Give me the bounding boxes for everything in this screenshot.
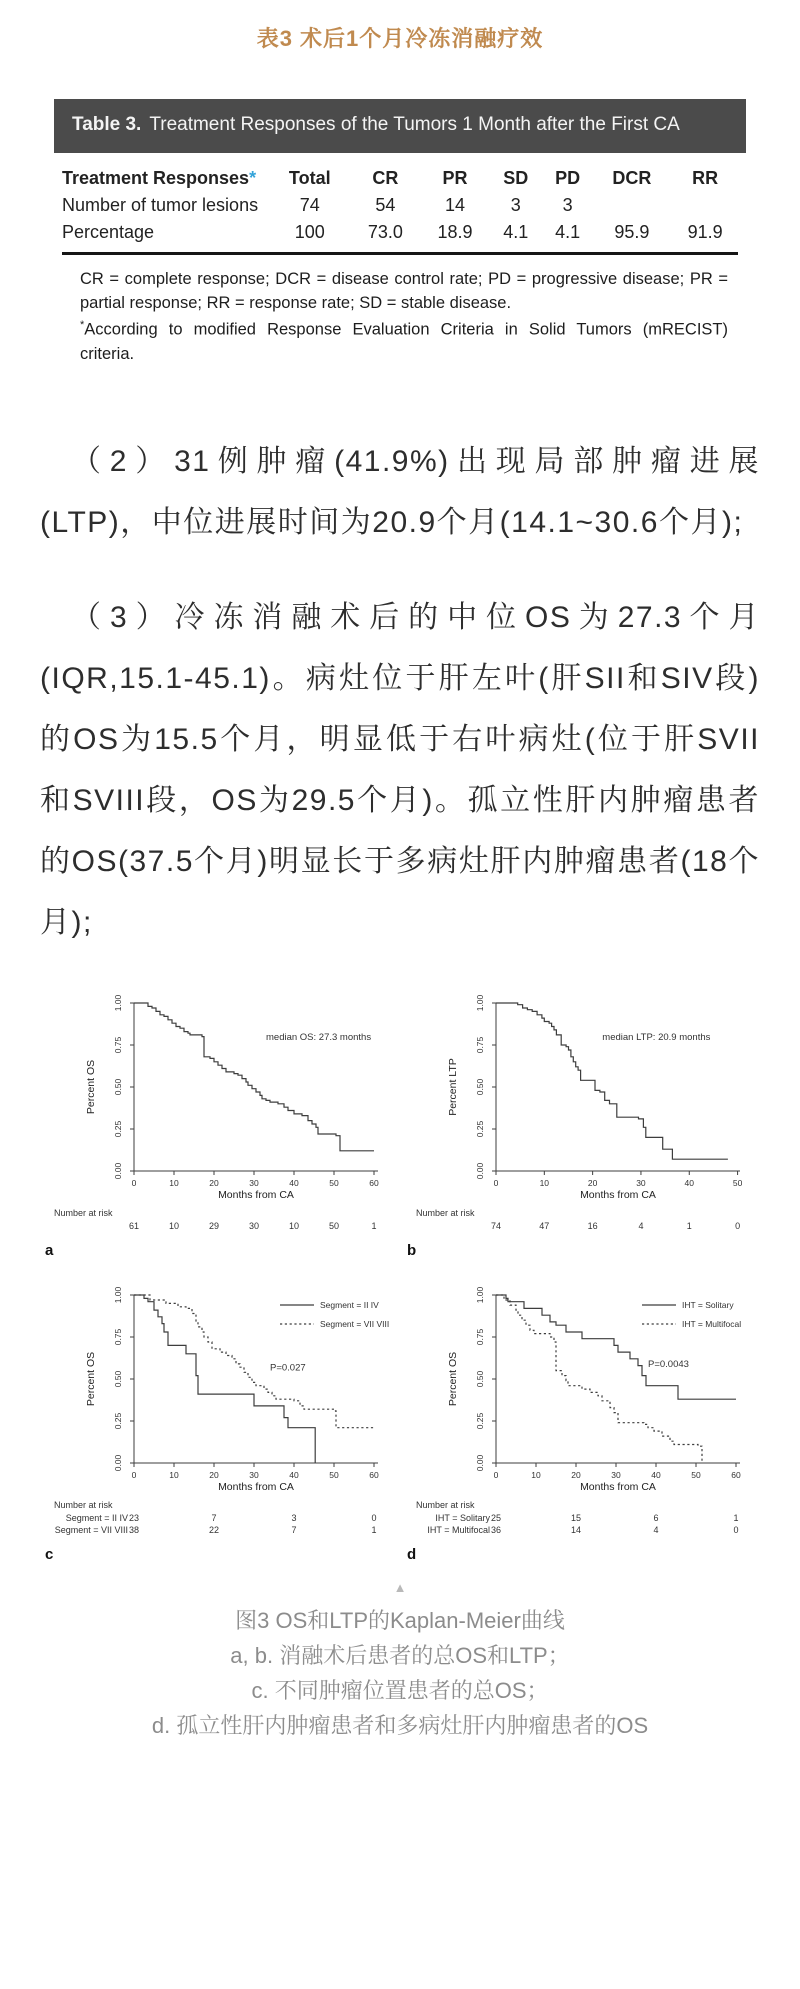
cell: 18.9 (437, 221, 473, 242)
svg-text:7: 7 (211, 1512, 217, 1523)
svg-text:16: 16 (587, 1220, 598, 1231)
svg-text:40: 40 (684, 1177, 695, 1188)
svg-text:1: 1 (371, 1220, 377, 1231)
svg-text:Months from CA: Months from CA (218, 1188, 294, 1201)
svg-text:50: 50 (329, 1177, 339, 1188)
table-body (54, 153, 746, 255)
svg-text:0.50: 0.50 (113, 1078, 123, 1095)
column-header-total: Total (288, 167, 331, 188)
svg-text:IHT = Multifocal: IHT = Multifocal (427, 1524, 490, 1535)
svg-text:0.00: 0.00 (113, 1454, 123, 1471)
svg-text:0.75: 0.75 (475, 1036, 485, 1053)
svg-text:0.50: 0.50 (475, 1078, 485, 1095)
svg-text:0: 0 (131, 1177, 137, 1188)
svg-text:23: 23 (128, 1512, 140, 1523)
svg-text:P=0.027: P=0.027 (270, 1362, 306, 1374)
article-page (0, 22, 800, 1773)
svg-text:50: 50 (732, 1177, 743, 1188)
svg-text:Months from CA: Months from CA (580, 1480, 656, 1493)
svg-text:IHT = Solitary: IHT = Solitary (682, 1299, 734, 1310)
svg-text:50: 50 (691, 1469, 701, 1480)
svg-text:20: 20 (571, 1469, 581, 1480)
table-header-bar (54, 99, 746, 153)
caption-line: a, b. 消融术后患者的总OS和LTP； (230, 1642, 570, 1668)
svg-text:Percent OS: Percent OS (85, 1059, 97, 1114)
km-panel-b (400, 987, 762, 1279)
footnote-criteria: *According to modified Response Evaluation Criteria in Solid Tumors (mRECIST) criteria. (80, 319, 728, 364)
svg-text:Months from CA: Months from CA (580, 1188, 656, 1201)
svg-text:c: c (45, 1545, 54, 1563)
caption-line: 图3 OS和LTP的Kaplan-Meier曲线 (235, 1607, 565, 1633)
svg-text:0.75: 0.75 (113, 1328, 123, 1345)
table-footnotes (54, 255, 746, 375)
table-header-row (60, 165, 740, 192)
svg-text:10: 10 (169, 1469, 179, 1480)
svg-text:36: 36 (490, 1524, 502, 1535)
svg-text:60: 60 (731, 1469, 741, 1480)
svg-text:38: 38 (128, 1524, 140, 1535)
treatment-responses-table (60, 165, 740, 246)
page-title: 表3 术后1个月冷冻消融疗效 (256, 26, 544, 51)
svg-text:4: 4 (653, 1524, 659, 1535)
svg-text:1: 1 (686, 1220, 692, 1231)
svg-text:Number at risk: Number at risk (416, 1207, 475, 1218)
km-chart-b (400, 987, 756, 1279)
svg-text:10: 10 (288, 1220, 300, 1231)
column-header-pr: PR (442, 167, 468, 188)
cell: 95.9 (614, 221, 650, 242)
km-figure-grid (0, 987, 800, 1571)
svg-text:Months from CA: Months from CA (218, 1480, 294, 1493)
svg-text:29: 29 (208, 1220, 220, 1231)
row-label: Number of tumor lesions (62, 194, 259, 215)
svg-text:20: 20 (587, 1177, 598, 1188)
column-header-pd: PD (555, 167, 581, 188)
svg-text:1.00: 1.00 (113, 994, 123, 1011)
column-header-responses: Treatment Responses* (62, 167, 257, 188)
svg-text:IHT = Solitary: IHT = Solitary (435, 1512, 490, 1523)
svg-text:0.00: 0.00 (475, 1454, 485, 1471)
cell: 73.0 (367, 221, 403, 242)
svg-text:25: 25 (490, 1512, 502, 1523)
svg-text:Number at risk: Number at risk (54, 1207, 113, 1218)
svg-text:1.00: 1.00 (475, 1286, 485, 1303)
svg-text:Segment = II IV: Segment = II IV (320, 1299, 379, 1310)
svg-text:0: 0 (733, 1524, 739, 1535)
svg-text:IHT = Multifocal: IHT = Multifocal (682, 1318, 742, 1329)
svg-text:Segment = VII VIII: Segment = VII VIII (54, 1524, 128, 1535)
figure-caption (0, 1603, 800, 1773)
svg-text:0: 0 (735, 1220, 741, 1231)
svg-text:30: 30 (636, 1177, 646, 1188)
svg-text:1.00: 1.00 (113, 1286, 123, 1303)
km-panel-c (38, 1279, 400, 1571)
row-label: Percentage (62, 221, 155, 242)
cell: 4.1 (503, 221, 529, 242)
cell: 74 (299, 194, 320, 215)
svg-text:20: 20 (209, 1469, 219, 1480)
svg-text:0: 0 (131, 1469, 137, 1480)
column-header-cr: CR (372, 167, 399, 188)
cell: 14 (445, 194, 466, 215)
paragraph-ltp: （2）31例肿瘤(41.9%)出现局部肿瘤进展(LTP)，中位进展时间为20.9个月(14.1~30.6个月); (40, 444, 760, 539)
svg-text:74: 74 (490, 1220, 502, 1231)
km-chart-d (400, 1279, 756, 1571)
table-title: Treatment Responses of the Tumors 1 Month after the First CA (149, 114, 680, 135)
svg-text:30: 30 (248, 1220, 260, 1231)
table-figure (54, 99, 746, 375)
svg-text:Number at risk: Number at risk (416, 1499, 475, 1510)
cell: 100 (294, 221, 325, 242)
svg-text:median LTP: 20.9 months: median LTP: 20.9 months (602, 1031, 711, 1043)
svg-text:10: 10 (169, 1177, 179, 1188)
footnote-asterisk: * (80, 319, 85, 332)
svg-text:10: 10 (539, 1177, 550, 1188)
table-number-label: Table 3. (72, 114, 142, 135)
column-header-dcr: DCR (612, 167, 652, 188)
svg-text:0.25: 0.25 (475, 1412, 485, 1429)
paragraph-os: （3）冷冻消融术后的中位OS为27.3个月(IQR,15.1-45.1)。病灶位于肝左叶(肝SII和SIV段)的OS为15.5个月，明显低于右叶病灶(位于肝SVII和SVIII段，OS为29.5个月)。孤立性肝内肿瘤患者的OS(37.5个月)明显长于多病灶肝内肿瘤患者(18个月); (40, 600, 760, 939)
cell: 3 (510, 194, 521, 215)
svg-text:median OS: 27.3 months: median OS: 27.3 months (266, 1031, 372, 1043)
km-chart-c (38, 1279, 394, 1571)
svg-text:4: 4 (638, 1220, 644, 1231)
svg-text:0.00: 0.00 (475, 1162, 485, 1179)
svg-text:30: 30 (249, 1469, 259, 1480)
svg-text:0: 0 (493, 1469, 499, 1480)
svg-text:1: 1 (733, 1512, 739, 1523)
caption-line: c. 不同肿瘤位置患者的总OS； (251, 1677, 549, 1703)
svg-text:61: 61 (128, 1220, 140, 1231)
svg-text:Percent OS: Percent OS (85, 1351, 97, 1406)
column-header-sd: SD (503, 167, 529, 188)
km-panel-a (38, 987, 400, 1279)
svg-text:0.25: 0.25 (475, 1120, 485, 1137)
caption-line: d. 孤立性肝内肿瘤患者和多病灶肝内肿瘤患者的OS (151, 1712, 649, 1738)
footnote-abbreviations: CR = complete response; DCR = disease control rate; PD = progressive disease; PR = partial response; RR = response rate; SD = stable disease. (80, 269, 728, 312)
svg-text:40: 40 (289, 1469, 299, 1480)
svg-text:50: 50 (328, 1220, 340, 1231)
svg-text:0.25: 0.25 (113, 1120, 123, 1137)
svg-text:0.50: 0.50 (113, 1370, 123, 1387)
svg-text:10: 10 (531, 1469, 541, 1480)
svg-text:b: b (407, 1241, 417, 1259)
svg-text:0: 0 (371, 1512, 377, 1523)
cell: 3 (562, 194, 573, 215)
table-row (60, 192, 740, 219)
svg-text:0.75: 0.75 (475, 1328, 485, 1345)
km-panel-d (400, 1279, 762, 1571)
svg-text:a: a (45, 1241, 54, 1259)
column-header-rr: RR (692, 167, 719, 188)
svg-text:Segment = VII VIII: Segment = VII VIII (320, 1318, 390, 1329)
svg-text:30: 30 (611, 1469, 621, 1480)
svg-text:Number at risk: Number at risk (54, 1499, 113, 1510)
svg-text:1.00: 1.00 (475, 994, 485, 1011)
cell: 4.1 (555, 221, 581, 242)
svg-text:d: d (407, 1545, 417, 1563)
svg-text:22: 22 (208, 1524, 220, 1535)
footnote-marker-asterisk: * (249, 167, 257, 188)
collapse-triangle-icon: ▲ (393, 1579, 407, 1595)
svg-text:40: 40 (651, 1469, 661, 1480)
svg-text:0: 0 (493, 1177, 499, 1188)
svg-text:1: 1 (371, 1524, 377, 1535)
svg-text:40: 40 (289, 1177, 299, 1188)
svg-text:30: 30 (249, 1177, 259, 1188)
cell (670, 192, 740, 219)
svg-text:15: 15 (570, 1512, 582, 1523)
cell: 54 (375, 194, 396, 215)
svg-text:50: 50 (329, 1469, 339, 1480)
cell (594, 192, 671, 219)
svg-text:60: 60 (369, 1469, 379, 1480)
svg-text:P=0.0043: P=0.0043 (648, 1358, 689, 1370)
svg-text:60: 60 (369, 1177, 379, 1188)
km-chart-a (38, 987, 394, 1279)
svg-text:Percent OS: Percent OS (447, 1351, 459, 1406)
svg-text:Percent LTP: Percent LTP (447, 1057, 459, 1116)
svg-text:7: 7 (291, 1524, 297, 1535)
svg-text:0.25: 0.25 (113, 1412, 123, 1429)
svg-text:3: 3 (291, 1512, 297, 1523)
svg-text:6: 6 (653, 1512, 659, 1523)
svg-text:0.75: 0.75 (113, 1036, 123, 1053)
svg-text:10: 10 (168, 1220, 180, 1231)
cell: 91.9 (687, 221, 723, 242)
svg-text:0.50: 0.50 (475, 1370, 485, 1387)
svg-text:20: 20 (209, 1177, 219, 1188)
svg-text:14: 14 (570, 1524, 582, 1535)
svg-text:Segment = II IV: Segment = II IV (65, 1512, 128, 1523)
table-row (60, 219, 740, 246)
svg-text:47: 47 (539, 1220, 550, 1231)
svg-text:0.00: 0.00 (113, 1162, 123, 1179)
